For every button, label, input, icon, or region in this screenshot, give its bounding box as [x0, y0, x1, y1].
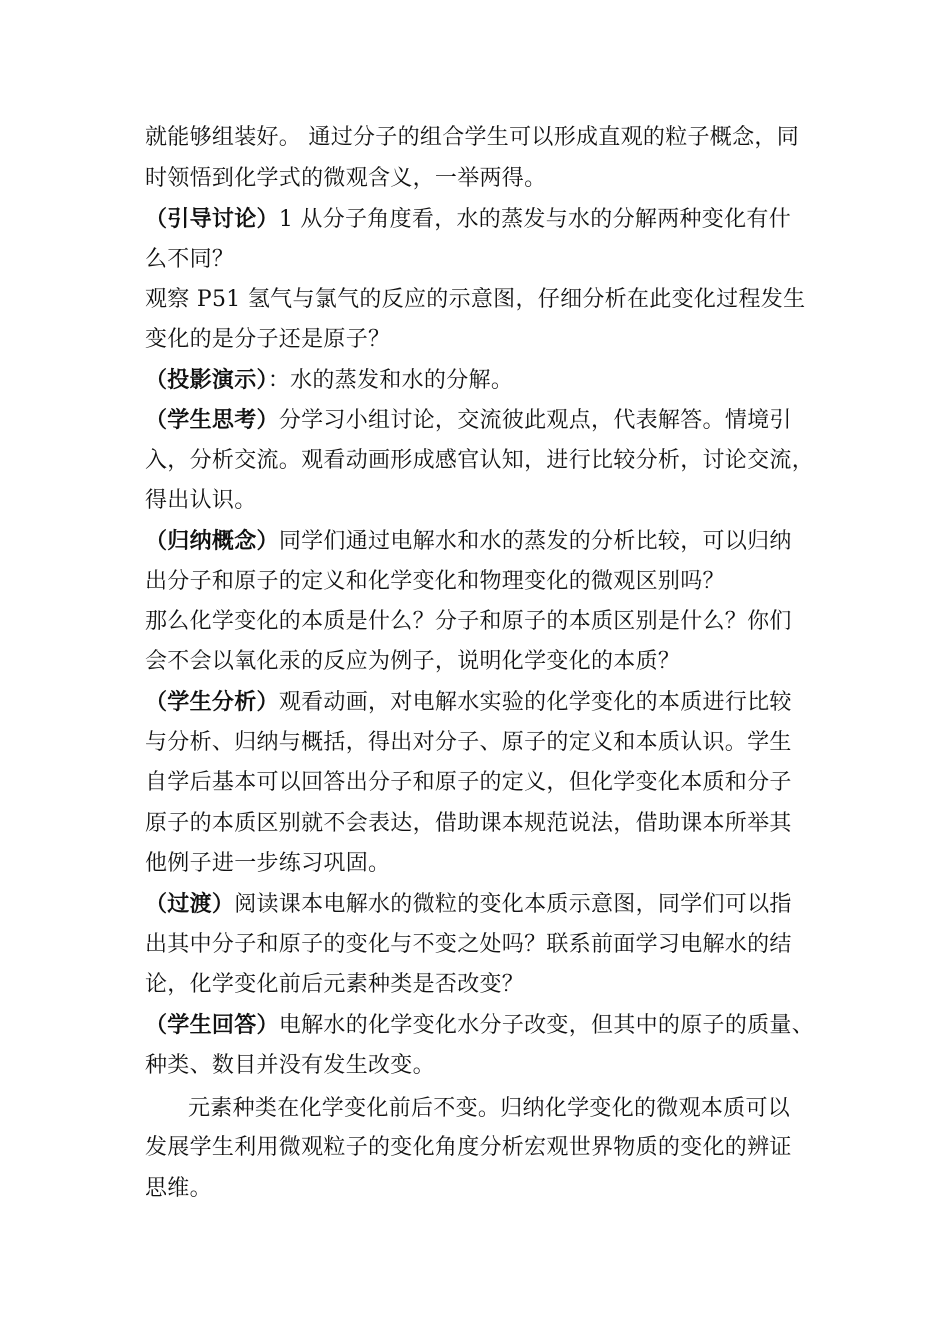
- text-line: 就能够组装好。 通过分子的组合学生可以形成直观的粒子概念，同: [145, 125, 799, 150]
- text-line: 原子的本质区别就不会表达，借助课本规范说法，借助课本所举其: [145, 811, 792, 836]
- section-tag: （学生分析）: [145, 690, 279, 715]
- text-line: （投影演示）：水的蒸发和水的分解。: [145, 368, 514, 393]
- text-line: 元素种类在化学变化前后不变。归纳化学变化的微观本质可以: [188, 1096, 791, 1121]
- text-line: 会不会以氧化汞的反应为例子，说明化学变化的本质？: [145, 649, 681, 674]
- text-line: 出分子和原子的定义和化学变化和物理变化的微观区别吗？: [145, 569, 725, 594]
- text-line: 思维。: [145, 1176, 212, 1201]
- text-line: 自学后基本可以回答出分子和原子的定义，但化学变化本质和分子: [145, 770, 792, 795]
- text-line: 种类、数目并没有发生改变。: [145, 1053, 435, 1078]
- section-tag: （学生思考）: [145, 408, 279, 433]
- text-line: （学生思考）分学习小组讨论，交流彼此观点，代表解答。情境引: [145, 408, 792, 433]
- section-tag: （投影演示）: [145, 368, 268, 393]
- text-line: 发展学生利用微观粒子的变化角度分析宏观世界物质的变化的辨证: [145, 1135, 792, 1160]
- text-line: 入，分析交流。观看动画形成感官认知，进行比较分析，讨论交流，: [145, 448, 815, 473]
- text-line: 与分析、归纳与概括，得出对分子、原子的定义和本质认识。学生: [145, 730, 792, 755]
- section-tag: （归纳概念）: [145, 529, 279, 554]
- text-line: 他例子进一步练习巩固。: [145, 851, 391, 876]
- text-line: 时领悟到化学式的微观含义，一举两得。: [145, 166, 547, 191]
- text-line: 得出认识。: [145, 488, 257, 513]
- text-line: （归纳概念）同学们通过电解水和水的蒸发的分析比较，可以归纳: [145, 529, 792, 554]
- text-line: （引导讨论）1 从分子角度看，水的蒸发与水的分解两种变化有什: [145, 207, 792, 232]
- text-line: 那么化学变化的本质是什么？分子和原子的本质区别是什么？你们: [145, 609, 792, 634]
- text-line: 变化的是分子还是原子？: [145, 327, 391, 352]
- text-line: 观察 P51 氢气与氯气的反应的示意图，仔细分析在此变化过程发生: [145, 287, 806, 312]
- text-line: 论，化学变化前后元素种类是否改变？: [145, 972, 525, 997]
- section-tag: （学生回答）: [145, 1013, 279, 1038]
- text-line: （学生回答）电解水的化学变化水分子改变，但其中的原子的质量、: [145, 1013, 815, 1038]
- text-line: （学生分析）观看动画，对电解水实验的化学变化的本质进行比较: [145, 690, 792, 715]
- text-line: 么不同？: [145, 247, 235, 272]
- section-tag: （过渡）: [145, 892, 235, 917]
- section-tag: （引导讨论）: [145, 207, 279, 232]
- text-line: 出其中分子和原子的变化与不变之处吗？联系前面学习电解水的结: [145, 932, 792, 957]
- text-line: （过渡）阅读课本电解水的微粒的变化本质示意图，同学们可以指: [145, 892, 792, 917]
